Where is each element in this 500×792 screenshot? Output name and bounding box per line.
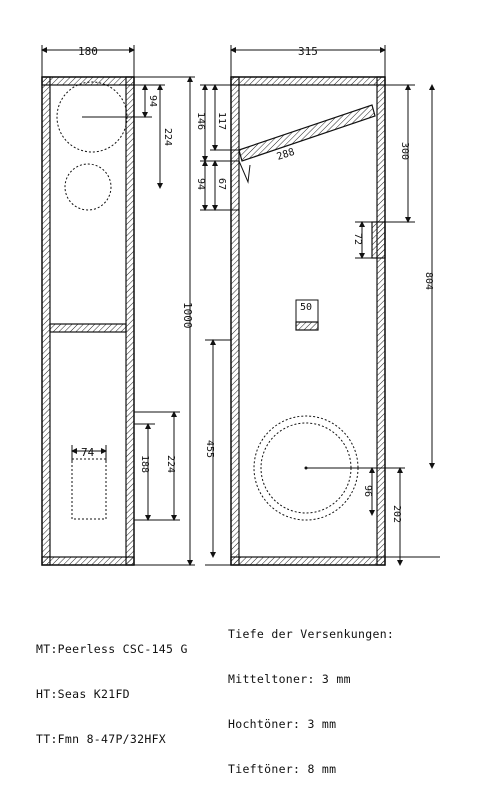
mid-94-label: 94 (195, 178, 206, 191)
right-300-label: 300 (399, 142, 410, 161)
baffle-288-label: 288 (275, 146, 297, 163)
mt-offset-label: 94 (147, 95, 158, 108)
back-wall-step (372, 222, 385, 258)
lower-inner-label: 188 (139, 455, 150, 474)
side-back-wall (377, 77, 385, 565)
tt-driver-note: TT:Fmn 8-47P/32HFX (36, 732, 167, 746)
front-divider-shelf (50, 324, 126, 332)
front-right-wall (126, 77, 134, 565)
step-72-label: 72 (352, 233, 363, 246)
side-top-wall (231, 77, 385, 85)
right-804-label: 804 (423, 272, 434, 291)
mt-span-label: 224 (162, 128, 173, 147)
front-height-label: 1000 (181, 302, 194, 329)
bass-port-outline (72, 459, 106, 519)
front-top-wall (42, 77, 134, 85)
side-depth-label: 315 (298, 45, 318, 58)
box-50-label: 50 (300, 302, 313, 313)
side-bottom-wall (231, 557, 385, 565)
bottom-202-label: 202 (391, 505, 402, 524)
top-146-label: 146 (195, 112, 206, 131)
woofer-96-label: 96 (362, 485, 373, 498)
depth-notes (228, 597, 394, 792)
driver-list (36, 612, 188, 762)
top-117-label: 117 (216, 112, 227, 131)
depth-heading: Tiefe der Versenkungen: (228, 627, 395, 641)
ht-depth-note: Hochtöner: 3 mm (228, 717, 337, 731)
mt-driver-note: MT:Peerless CSC-145 G (36, 642, 188, 656)
mt-depth-note: Mitteltoner: 3 mm (228, 672, 351, 686)
slanted-baffle (239, 105, 375, 161)
port-width-label: 74 (81, 446, 95, 459)
front-bottom-wall (42, 557, 134, 565)
front-wall-outer (42, 77, 134, 565)
woofer-center-dot (305, 467, 308, 470)
front-width-label: 180 (78, 45, 98, 58)
small-box-floor (296, 322, 318, 330)
left-455-label: 455 (204, 440, 215, 459)
front-view (42, 45, 195, 565)
tweeter-driver-circle (65, 164, 111, 210)
mid-67-label: 67 (216, 178, 227, 191)
baffle-support (239, 161, 250, 182)
side-view (195, 45, 440, 565)
front-left-wall (42, 77, 50, 565)
tt-depth-note: Tieftöner: 8 mm (228, 762, 337, 776)
lower-outer-label: 224 (165, 455, 176, 474)
ht-driver-note: HT:Seas K21FD (36, 687, 130, 701)
